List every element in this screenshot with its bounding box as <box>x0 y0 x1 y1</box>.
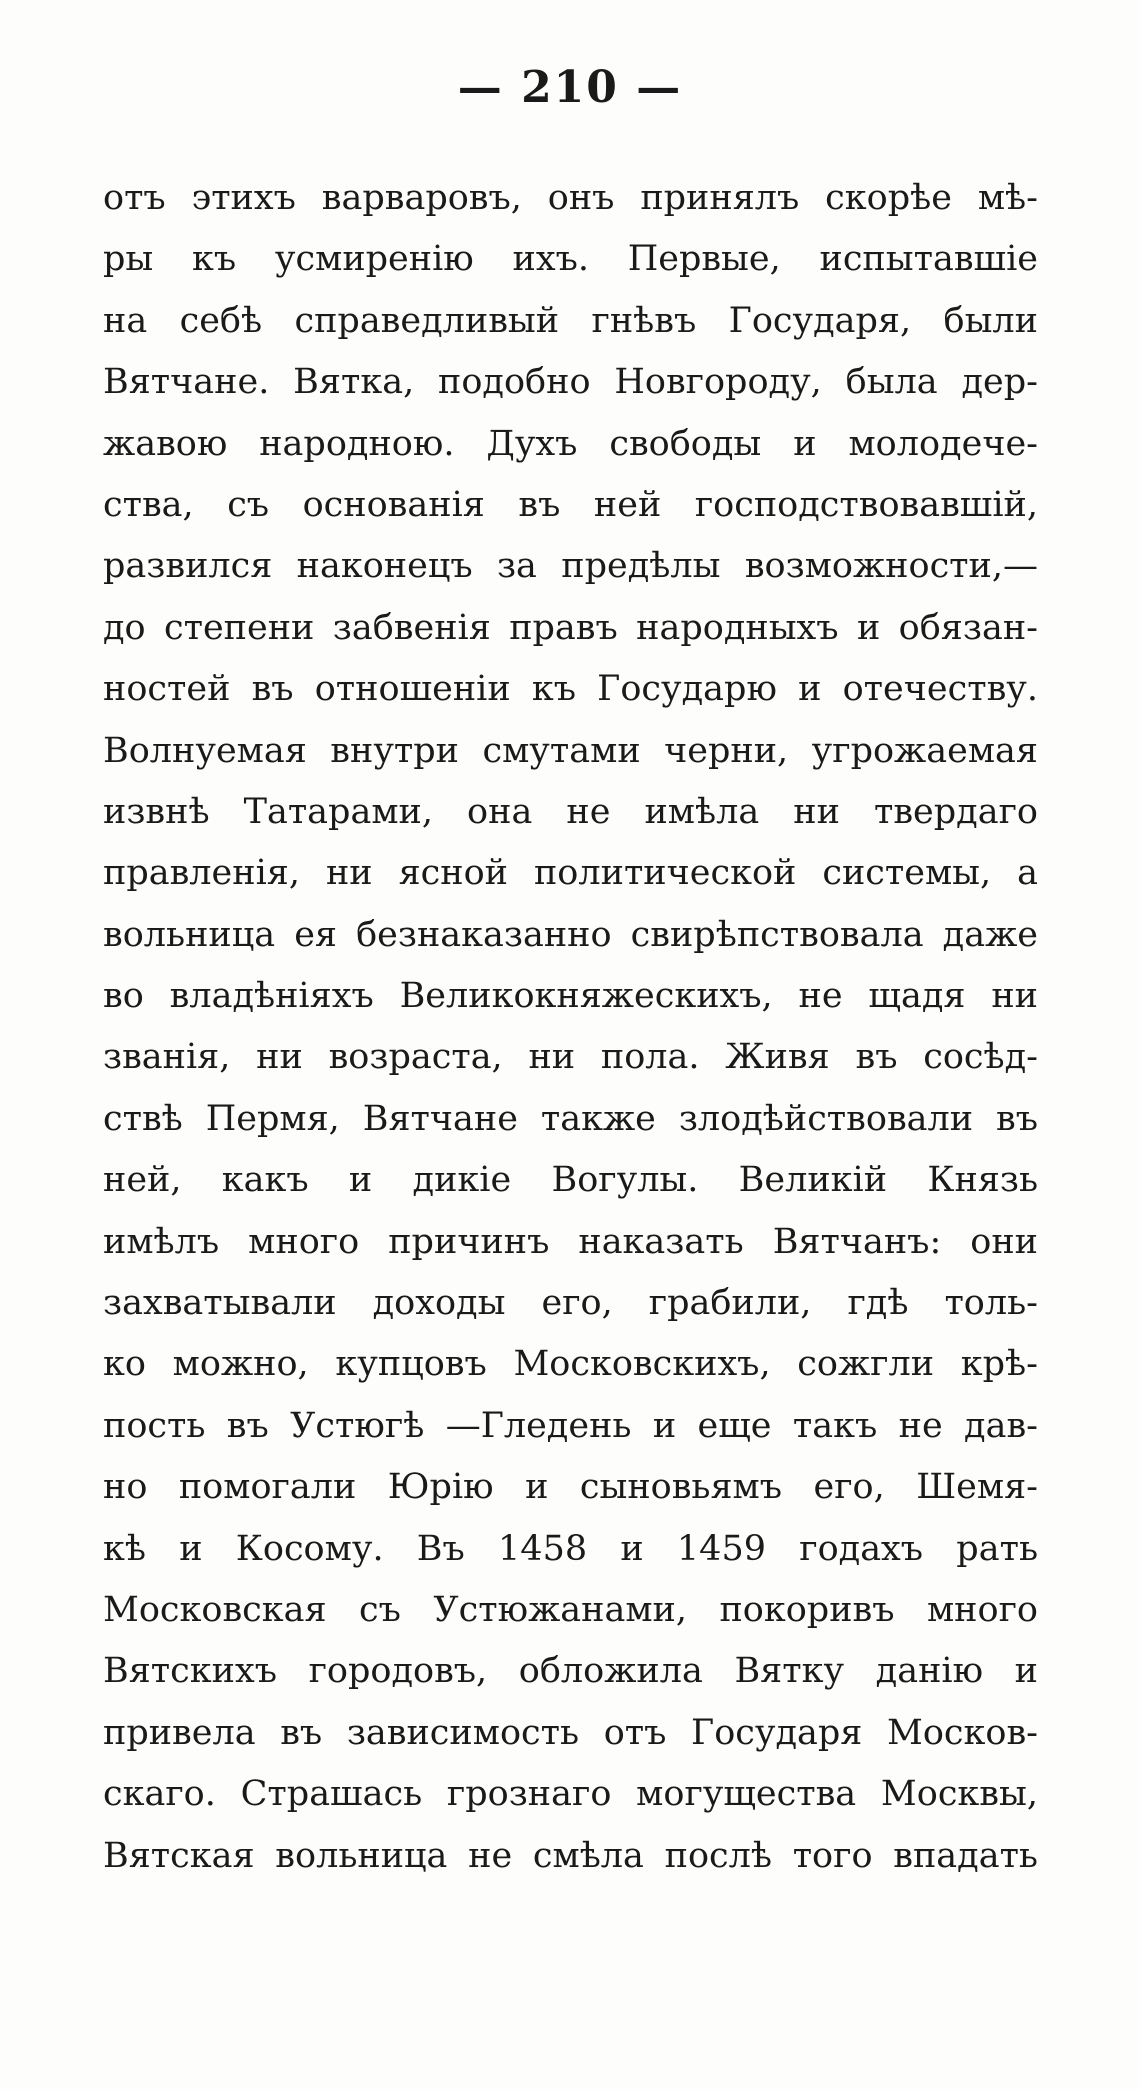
text-line: отъ этихъ варваровъ, онъ принялъ скорѣе мѣ- <box>103 178 1038 218</box>
text-line: скаго. Страшась грознаго могущества Москвы, <box>103 1774 1038 1815</box>
text-line: до степени забвенія правъ народныхъ и обязан- <box>103 607 1038 648</box>
text-line: жавою народною. Духъ свободы и молодече- <box>103 423 1038 464</box>
text-line: во владѣніяхъ Великокняжескихъ, не щадя ни <box>103 976 1038 1017</box>
text-line: пость въ Устюгѣ —Гледень и еще такъ не дав- <box>103 1405 1038 1446</box>
text-line: ры къ усмиренію ихъ. Первые, испытавшіе <box>103 239 1038 280</box>
text-line: привела въ зависимость отъ Государя Москов- <box>103 1712 1038 1753</box>
text-line: Волнуемая внутри смутами черни, угрожаемая <box>103 730 1038 771</box>
text-line: ней, какъ и дикіе Вогулы. Великій Князь <box>103 1160 1038 1201</box>
text-line: ствѣ Пермя, Вятчане также злодѣйствовали въ <box>103 1098 1038 1139</box>
text-line: вольница ея безнаказанно свирѣпствовала даже <box>103 914 1038 955</box>
text-line: правленія, ни ясной политической системы, а <box>103 853 1038 894</box>
text-line: захватывали доходы его, грабили, гдѣ толь- <box>103 1283 1038 1324</box>
text-line: ностей въ отношеніи къ Государю и отечеству. <box>103 669 1038 710</box>
text-line: извнѣ Татарами, она не имѣла ни твердаго <box>103 791 1038 832</box>
text-line: Вятскихъ городовъ, обложила Вятку данію и <box>103 1651 1038 1692</box>
text-line: ства, съ основанія въ ней господствовавшій, <box>103 484 1038 525</box>
text-line: званія, ни возраста, ни пола. Живя въ сосѣд- <box>103 1037 1038 1078</box>
text-line: развился наконецъ за предѣлы возможности,— <box>103 546 1038 587</box>
body-text <box>103 168 1038 1887</box>
text-line: Вятская вольница не смѣла послѣ того впадать <box>103 1835 1038 1876</box>
text-line: ко можно, купцовъ Московскихъ, сожгли крѣ- <box>103 1344 1038 1385</box>
text-line: но помогали Юрію и сыновьямъ его, Шемя- <box>103 1467 1038 1508</box>
page-number: — 210 — <box>457 62 683 113</box>
text-line: Московская съ Устюжанами, покоривъ много <box>103 1589 1038 1630</box>
text-line: Вятчане. Вятка, подобно Новгороду, была дер- <box>103 362 1038 403</box>
text-line: кѣ и Косому. Въ 1458 и 1459 годахъ рать <box>103 1528 1038 1569</box>
text-line: на себѣ справедливый гнѣвъ Государя, были <box>103 300 1038 341</box>
text-line: имѣлъ много причинъ наказать Вятчанъ: они <box>103 1221 1038 1262</box>
